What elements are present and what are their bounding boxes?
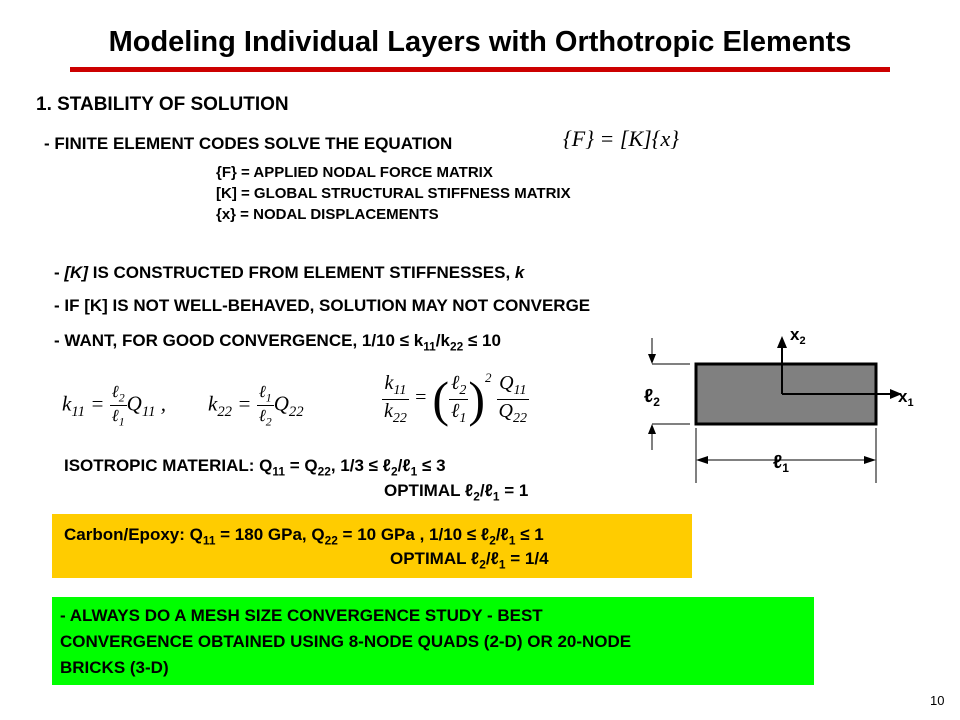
equation-intro: - FINITE ELEMENT CODES SOLVE THE EQUATION bbox=[44, 134, 453, 153]
l1-label: ℓ$_1$ bbox=[773, 452, 789, 475]
element-diagram bbox=[630, 318, 940, 498]
definition-F: {F} = APPLIED NODAL FORCE MATRIX bbox=[216, 164, 493, 181]
height-arrow-bottom bbox=[648, 424, 656, 434]
mesh-note-line1: - ALWAYS DO A MESH SIZE CONVERGENCE STUDY - BEST bbox=[60, 606, 543, 625]
carbon-epoxy-line1: Carbon/Epoxy: $Q_{11} = 180$ GPa, $Q_{22} = 10$ GPa , 1/10 ≤ ℓ$_2$/ℓ$_1$ ≤ 1 bbox=[64, 525, 544, 548]
slide-title: Modeling Individual Layers with Orthotropic Elements bbox=[108, 26, 852, 58]
mesh-note-line3: BRICKS (3-D) bbox=[60, 658, 169, 677]
carbon-epoxy-line2: OPTIMAL ℓ$_2$/ℓ$_1$ = 1/4 bbox=[390, 549, 549, 572]
x1-label: $x_1$ bbox=[898, 387, 914, 409]
title-underline bbox=[70, 67, 890, 72]
height-arrow-top bbox=[648, 354, 656, 364]
definition-K: [K] = GLOBAL STRUCTURAL STIFFNESS MATRIX bbox=[216, 185, 571, 202]
width-arrow-right bbox=[864, 456, 876, 464]
section-heading: 1. STABILITY OF SOLUTION bbox=[36, 94, 289, 115]
bullet-convergence-range: - WANT, FOR GOOD CONVERGENCE, $1/10 \le k_{11}/k_{22} \le 10$ bbox=[54, 331, 501, 354]
bullet-well-behaved: - IF [K] IS NOT WELL-BEHAVED, SOLUTION MAY NOT CONVERGE bbox=[54, 296, 591, 315]
formula-k11: $k_{11}$ = $\frac{\ell_2}{\ell_1}$ $Q_{11}$ , bbox=[62, 382, 166, 429]
isotropic-line: ISOTROPIC MATERIAL: $Q_{11} = Q_{22}$, 1/3 ≤ ℓ$_2$/ℓ$_1$ ≤ 3 bbox=[64, 456, 446, 479]
formula-ratio: $\frac{k_{11}}{k_{22}}$ = ( $\frac{\ell_2}{\ell_1}$ )$^2$ $\frac{Q_{11}}{Q_{22}}$ bbox=[384, 370, 527, 427]
l2-label: ℓ$_2$ bbox=[644, 386, 660, 409]
x2-arrowhead bbox=[777, 336, 787, 348]
width-arrow-left bbox=[696, 456, 708, 464]
page-number: 10 bbox=[930, 693, 945, 708]
x2-label: $x_2$ bbox=[790, 325, 806, 347]
mesh-note-line2: CONVERGENCE OBTAINED USING 8-NODE QUADS (2-D) OR 20-NODE bbox=[60, 632, 632, 651]
formula-k22: $k_{22}$ = $\frac{\ell_1}{\ell_2}$ $Q_{22}$ bbox=[208, 382, 304, 429]
governing-equation: {F} = [K]{x} bbox=[563, 126, 680, 151]
bullet-constructed: - [K] IS CONSTRUCTED FROM ELEMENT STIFFNESSES, k bbox=[54, 263, 525, 282]
isotropic-optimal: OPTIMAL ℓ$_2$/ℓ$_1$ = 1 bbox=[384, 481, 529, 504]
definition-x: {x} = NODAL DISPLACEMENTS bbox=[216, 206, 439, 223]
